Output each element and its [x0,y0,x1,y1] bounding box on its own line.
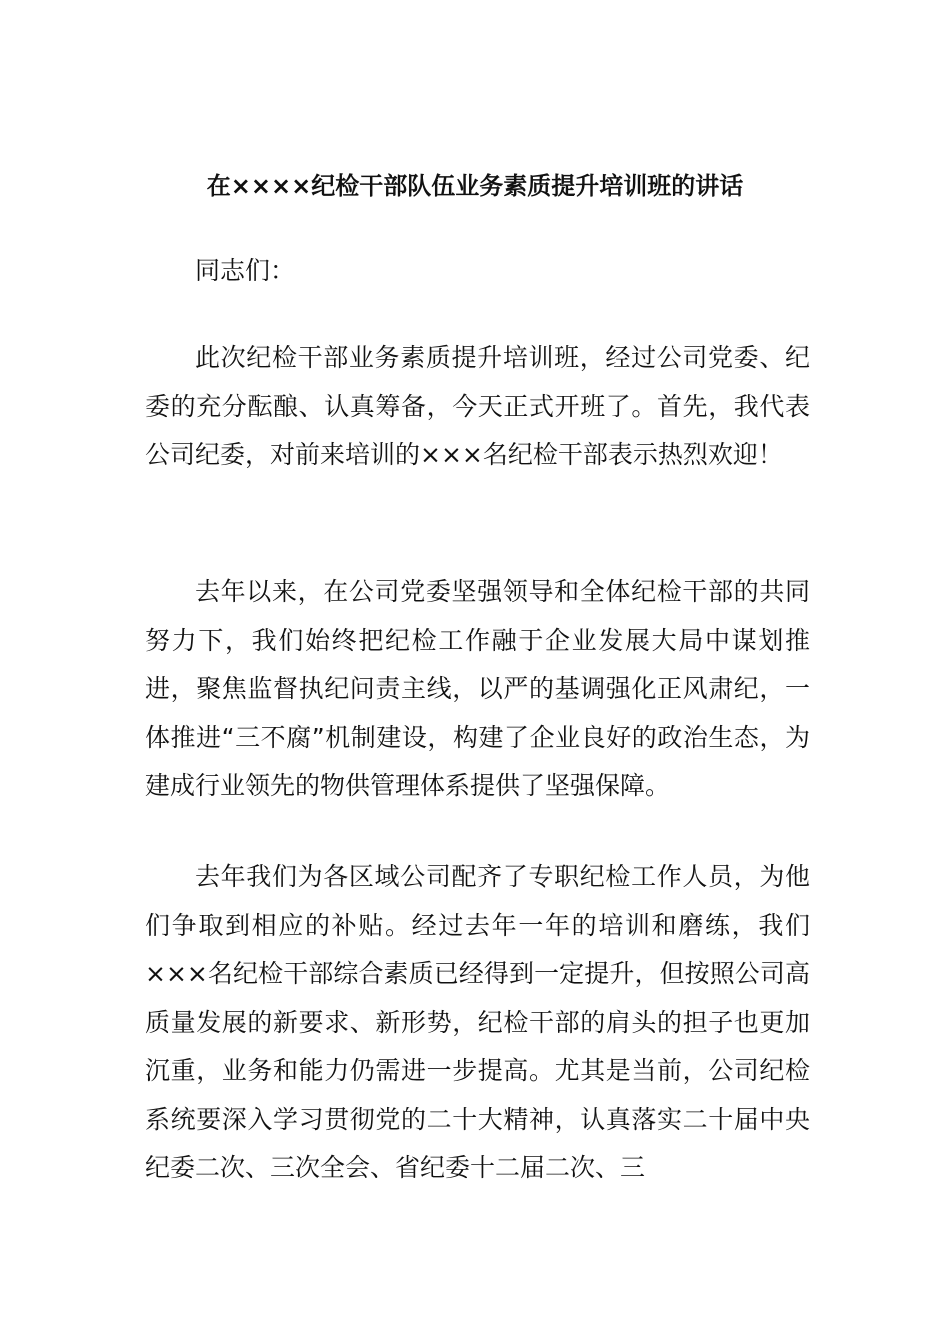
paragraph-2: 去年以来，在公司党委坚强领导和全体纪检干部的共同努力下，我们始终把纪检工作融于企业发展大局中谋划推进，聚焦监督执纪问责主线，以严的基调强化正风肃纪，一体推进“三不腐”机制建设，构建了企业良好的政治生态，为建成行业领先的物供管理体系提供了坚强保障。 [145,577,810,800]
paragraph-3: 去年我们为各区域公司配齐了专职纪检工作人员，为他们争取到相应的补贴。经过去年一年的培训和磨练，我们×××名纪检干部综合素质已经得到一定提升，但按照公司高质量发展的新要求、新形势，纪检干部的肩头的担子也更加沉重，业务和能力仍需进一步提高。尤其是当前，公司纪检系统要深入学习贯彻党的二十大精神，认真落实二十届中央纪委二次、三次全会、省纪委十二届二次、三 [145,862,810,1182]
paragraph-1: 此次纪检干部业务素质提升培训班，经过公司党委、纪委的充分酝酿、认真筹备，今天正式开班了。首先，我代表公司纪委，对前来培训的×××名纪检干部表示热烈欢迎！ [145,343,810,469]
salutation: 同志们： [195,256,296,285]
document-title: 在××××纪检干部队伍业务素质提升培训班的讲话 [206,172,744,200]
